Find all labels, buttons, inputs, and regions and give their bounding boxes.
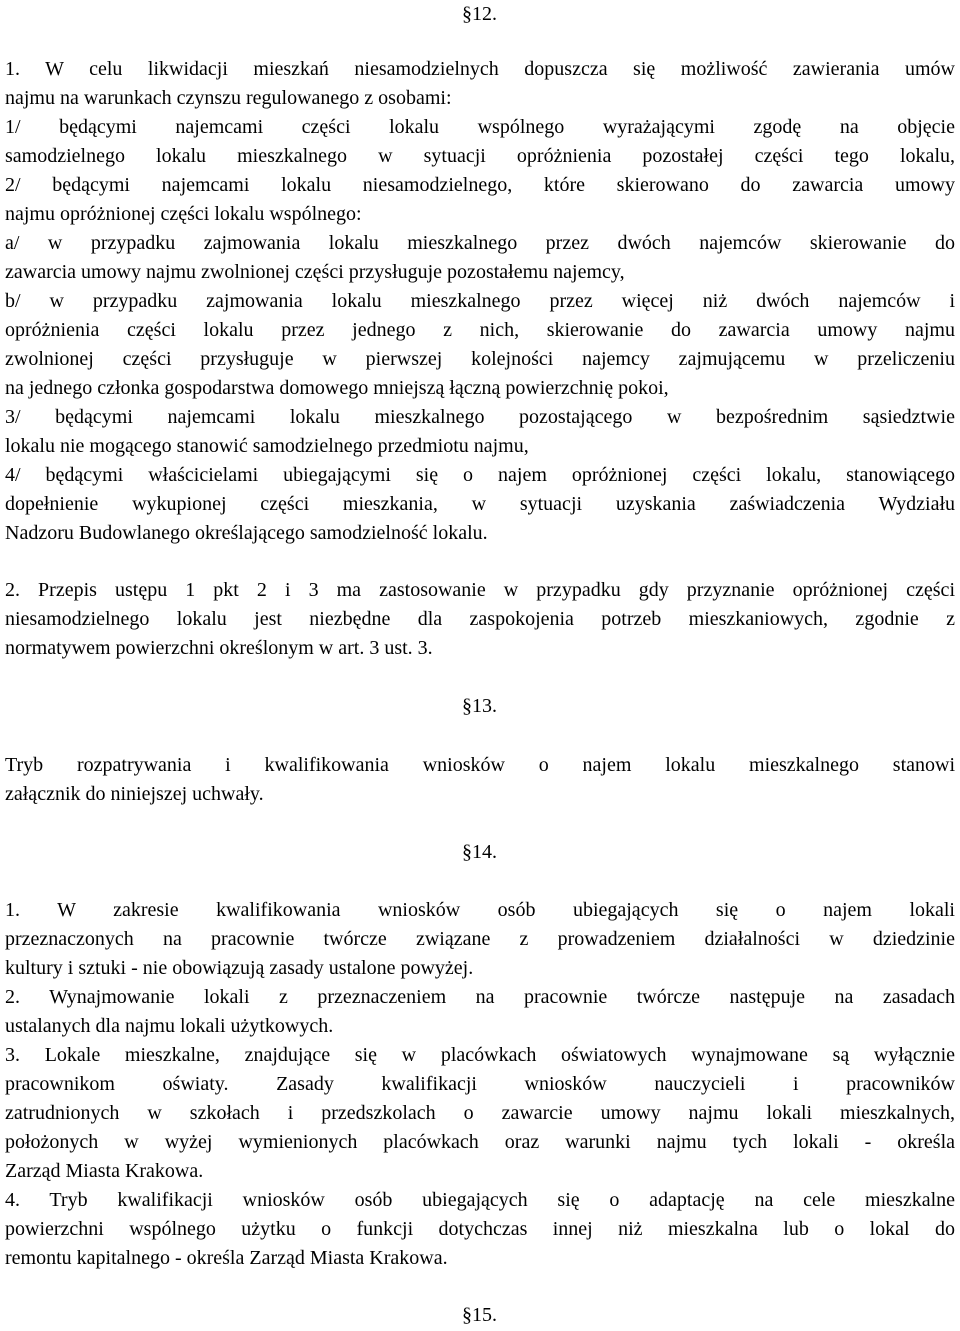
paragraph-line: powierzchni wspólnego użytku o funkcji dotychczas innej niż mieszkalna lub o lokal do — [5, 1218, 955, 1240]
section-heading-12: §12. — [462, 3, 497, 25]
section-heading-15: §15. — [462, 1304, 497, 1326]
paragraph-line: ustalanych dla najmu lokali użytkowych. — [5, 1015, 334, 1037]
paragraph-line: zatrudnionych w szkołach i przedszkolach o zawarcie umowy najmu lokali mieszkalnych, — [5, 1102, 955, 1124]
paragraph-line: najmu opróżnionej części lokalu wspólnego: — [5, 203, 362, 225]
paragraph-line: Nadzoru Budowlanego określającego samodzielność lokalu. — [5, 522, 488, 544]
paragraph-line: dopełnienie wykupionej części mieszkania, w sytuacji uzyskania zaświadczenia Wydziału — [5, 493, 955, 515]
paragraph-line: 1/ będącymi najemcami części lokalu wspólnego wyrażającymi zgodę na objęcie — [5, 116, 955, 138]
section-heading-14: §14. — [462, 841, 497, 863]
paragraph-line: Zarząd Miasta Krakowa. — [5, 1160, 204, 1182]
paragraph-line: Tryb rozpatrywania i kwalifikowania wniosków o najem lokalu mieszkalnego stanowi — [5, 754, 955, 776]
paragraph-line: opróżnienia części lokalu przez jednego z nich, skierowanie do zawarcia umowy najmu — [5, 319, 955, 341]
paragraph-line: 2. Przepis ustępu 1 pkt 2 i 3 ma zastosowanie w przypadku gdy przyznanie opróżnionej części — [5, 579, 955, 601]
paragraph-line: samodzielnego lokalu mieszkalnego w sytuacji opróżnienia pozostałej części tego lokalu, — [5, 145, 955, 167]
paragraph-line: b/ w przypadku zajmowania lokalu mieszkalnego przez więcej niż dwóch najemców i — [5, 290, 955, 312]
section-heading-13: §13. — [462, 695, 497, 717]
paragraph-line: najmu na warunkach czynszu regulowanego z osobami: — [5, 87, 452, 109]
paragraph-line: normatywem powierzchni określonym w art. 3 ust. 3. — [5, 637, 433, 659]
paragraph-line: remontu kapitalnego - określa Zarząd Miasta Krakowa. — [5, 1247, 448, 1269]
paragraph-line: położonych w wyżej wymienionych placówkach oraz warunki najmu tych lokali - określa — [5, 1131, 955, 1153]
paragraph-line: lokalu nie mogącego stanowić samodzielnego przedmiotu najmu, — [5, 435, 529, 457]
paragraph-line: 3/ będącymi najemcami lokalu mieszkalnego pozostającego w bezpośrednim sąsiedztwie — [5, 406, 955, 428]
paragraph-line: niesamodzielnego lokalu jest niezbędne dla zaspokojenia potrzeb mieszkaniowych, zgodnie z — [5, 608, 955, 630]
paragraph-line: załącznik do niniejszej uchwały. — [5, 783, 264, 805]
paragraph-line: zawarcia umowy najmu zwolnionej części przysługuje pozostałemu najemcy, — [5, 261, 625, 283]
paragraph-line: 4. Tryb kwalifikacji wniosków osób ubiegających się o adaptację na cele mieszkalne — [5, 1189, 955, 1211]
paragraph-line: 1. W celu likwidacji mieszkań niesamodzielnych dopuszcza się możliwość zawierania umów — [5, 58, 955, 80]
paragraph-line: 2/ będącymi najemcami lokalu niesamodzielnego, które skierowano do zawarcia umowy — [5, 174, 955, 196]
paragraph-line: na jednego członka gospodarstwa domowego mniejszą łączną powierzchnię pokoi, — [5, 377, 669, 399]
paragraph-line: przeznaczonych na pracownie twórcze związane z prowadzeniem działalności w dziedzinie — [5, 928, 955, 950]
paragraph-line: a/ w przypadku zajmowania lokalu mieszkalnego przez dwóch najemców skierowanie do — [5, 232, 955, 254]
paragraph-line: zwolnionej części przysługuje w pierwszej kolejności najemcy zajmującemu w przeliczeniu — [5, 348, 955, 370]
paragraph-line: pracownikom oświaty. Zasady kwalifikacji wniosków nauczycieli i pracowników — [5, 1073, 955, 1095]
paragraph-line: 1. W zakresie kwalifikowania wniosków osób ubiegających się o najem lokali — [5, 899, 955, 921]
paragraph-line: 3. Lokale mieszkalne, znajdujące się w placówkach oświatowych wynajmowane są wyłącznie — [5, 1044, 955, 1066]
paragraph-line: kultury i sztuki - nie obowiązują zasady ustalone powyżej. — [5, 957, 474, 979]
paragraph-line: 2. Wynajmowanie lokali z przeznaczeniem na pracownie twórcze następuje na zasadach — [5, 986, 955, 1008]
paragraph-line: 4/ będącymi właścicielami ubiegającymi się o najem opróżnionej części lokalu, stanowiącego — [5, 464, 955, 486]
